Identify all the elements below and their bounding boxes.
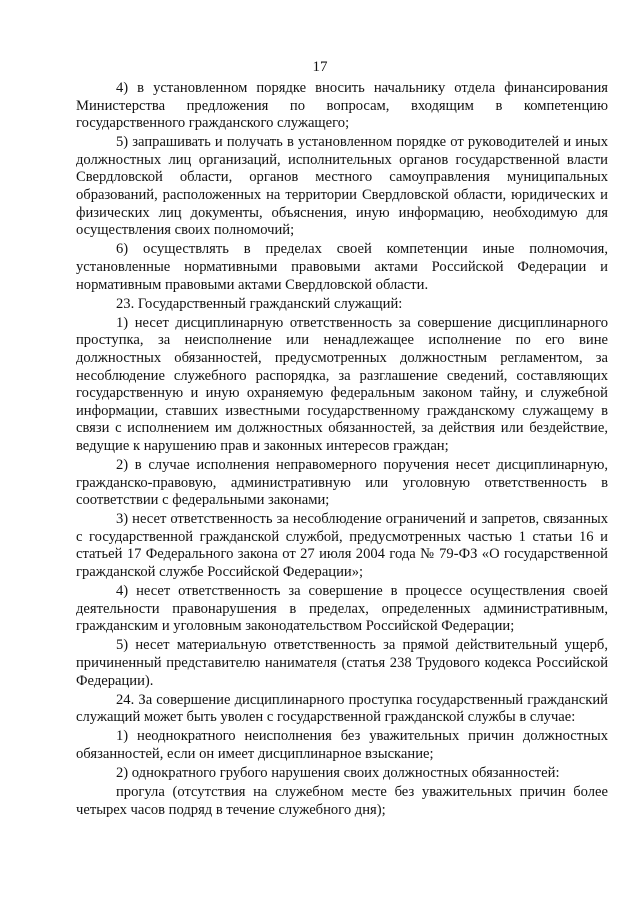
document-body	[76, 80, 608, 821]
paragraph-23-5: 5) несет материальную ответственность за прямой действительный ущерб, причиненный представителю нанимателя (статья 238 Трудового кодекса Российской Федерации).	[76, 637, 608, 689]
paragraph-item-6: 6) осуществлять в пределах своей компетенции иные полномочия, установленные нормативными правовыми актами Российской Федерации и нормативным правовыми актами Свердловской области.	[76, 241, 608, 293]
page-number: 17	[312, 59, 328, 75]
section-24-heading: 24. За совершение дисциплинарного проступка государственный гражданский служащий может быть уволен с государственной гражданской службы в случае:	[76, 691, 608, 726]
paragraph-23-3: 3) несет ответственность за несоблюдение ограничений и запретов, связанных с государственной гражданской службой, предусмотренных частью 1 статьи 16 и статьей 17 Федерального закона от 27 июля 2004 года № 79-ФЗ «О государственной гражданской службе Российской Федерации»;	[76, 511, 608, 581]
paragraph-item-5: 5) запрашивать и получать в установленном порядке от руководителей и иных должностных лиц организаций, исполнительных органов государственной власти Свердловской области, органов местного самоуправления муниципальных образований, расположенных на территории Свердловской области, юридических и физических лиц документы, объяснения, иную информацию, необходимую для осуществления своих полномочий;	[76, 134, 608, 239]
paragraph-23-4: 4) несет ответственность за совершение в процессе осуществления своей деятельности правонарушения в пределах, определенных административным, гражданским и уголовным законодательством Российской Федерации;	[76, 583, 608, 635]
paragraph-23-1: 1) несет дисциплинарную ответственность за совершение дисциплинарного проступка, за неисполнение или ненадлежащее исполнение по его вине должностных обязанностей, предусмотренных должностным регламентом, за несоблюдение служебного распорядка, за разглашение сведений, составляющих государственную и иную охраняемую федеральным законом тайну, и служебной информации, ставших известными государственному гражданскому служащему в связи с исполнением им должностных обязанностей, за действия или бездействие, ведущие к нарушению прав и законных интересов граждан;	[76, 314, 608, 454]
paragraph-23-2: 2) в случае исполнения неправомерного поручения несет дисциплинарную, гражданско-правовую, административную или уголовную ответственность в соответствии с федеральными законами;	[76, 456, 608, 509]
section-23-heading: 23. Государственный гражданский служащий:	[116, 295, 403, 312]
paragraph-item-4: 4) в установленном порядке вносить начальнику отдела финансирования Министерства предложения по вопросам, входящим в компетенцию государственного гражданского служащего;	[76, 80, 608, 132]
paragraph-24-2-absence: прогула (отсутствия на служебном месте без уважительных причин более четырех часов подряд в течение служебного дня);	[76, 784, 608, 818]
paragraph-24-1: 1) неоднократного неисполнения без уважительных причин должностных обязанностей, если он имеет дисциплинарное взыскание;	[76, 728, 608, 762]
paragraph-24-2: 2) однократного грубого нарушения своих должностных обязанностей:	[116, 765, 560, 782]
